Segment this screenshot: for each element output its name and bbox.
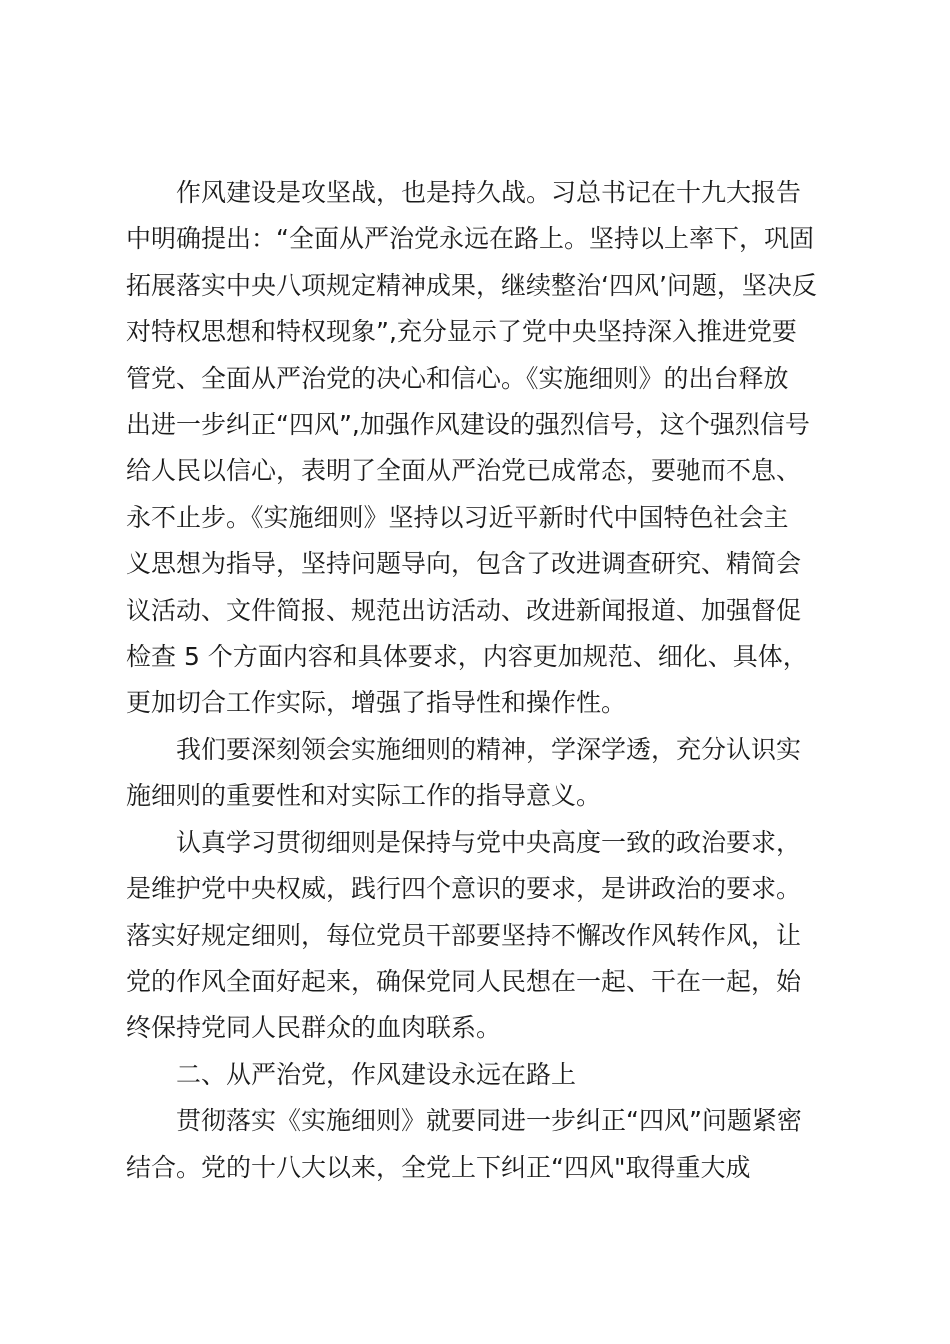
document-body: [126, 170, 830, 1191]
section-heading-text: 二、从严治党，作风建设永远在路上: [176, 1059, 577, 1089]
paragraph-line: 是维护党中央权威，践行四个意识的要求，是讲政治的要求。: [126, 874, 802, 904]
paragraph-3: [126, 820, 830, 1052]
paragraph-line: 对特权思想和特权现象”,充分显示了党中央坚持深入推进党要: [126, 317, 797, 347]
paragraph-line: 管党、全面从严治党的决心和信心。《实施细则》的出台释放: [126, 363, 789, 393]
paragraph-line: 我们要深刻领会实施细则的精神，学深学透，充分认识实: [176, 734, 802, 764]
paragraph-line: 党的作风全面好起来，确保党同人民想在一起、干在一起，始: [126, 966, 802, 996]
paragraph-line: 拓展落实中央八项规定精神成果，继续整治‘四风’问题，坚决反: [126, 270, 817, 300]
section-heading: [126, 1052, 830, 1098]
paragraph-line: 贯彻落实《实施细则》就要同进一步纠正“四风”问题紧密: [176, 1106, 802, 1136]
paragraph-line: 永不止步。《实施细则》坚持以习近平新时代中国特色社会主: [126, 502, 789, 532]
paragraph-line: 议活动、文件简报、规范出访活动、改进新闻报道、加强督促: [126, 595, 802, 625]
paragraph-1: [126, 170, 830, 727]
paragraph-line: 出进一步纠正“四风”,加强作风建设的强烈信号，这个强烈信号: [126, 410, 810, 440]
paragraph-line: 更加切合工作实际，增强了指导性和操作性。: [126, 688, 627, 718]
paragraph-2: [126, 727, 830, 820]
paragraph-line: 检查 5 个方面内容和具体要求，内容更加规范、细化、具体，: [126, 642, 808, 672]
paragraph-4: [126, 1098, 830, 1191]
paragraph-line: 认真学习贯彻细则是保持与党中央高度一致的政治要求，: [176, 827, 802, 857]
paragraph-line: 给人民以信心，表明了全面从严治党已成常态，要驰而不息、: [126, 456, 802, 486]
paragraph-line: 施细则的重要性和对实际工作的指导意义。: [126, 781, 602, 811]
paragraph-line: 中明确提出：“全面从严治党永远在路上。坚持以上率下，巩固: [126, 224, 814, 254]
paragraph-line: 终保持党同人民群众的血肉联系。: [126, 1013, 502, 1043]
paragraph-line: 落实好规定细则，每位党员干部要坚持不懈改作风转作风，让: [126, 920, 802, 950]
paragraph-line: 结合。党的十八大以来，全党上下纠正“四风"取得重大成: [126, 1152, 751, 1182]
paragraph-line: 义思想为指导，坚持问题导向，包含了改进调查研究、精简会: [126, 549, 802, 579]
paragraph-line: 作风建设是攻坚战，也是持久战。习总书记在十九大报告: [176, 178, 802, 207]
